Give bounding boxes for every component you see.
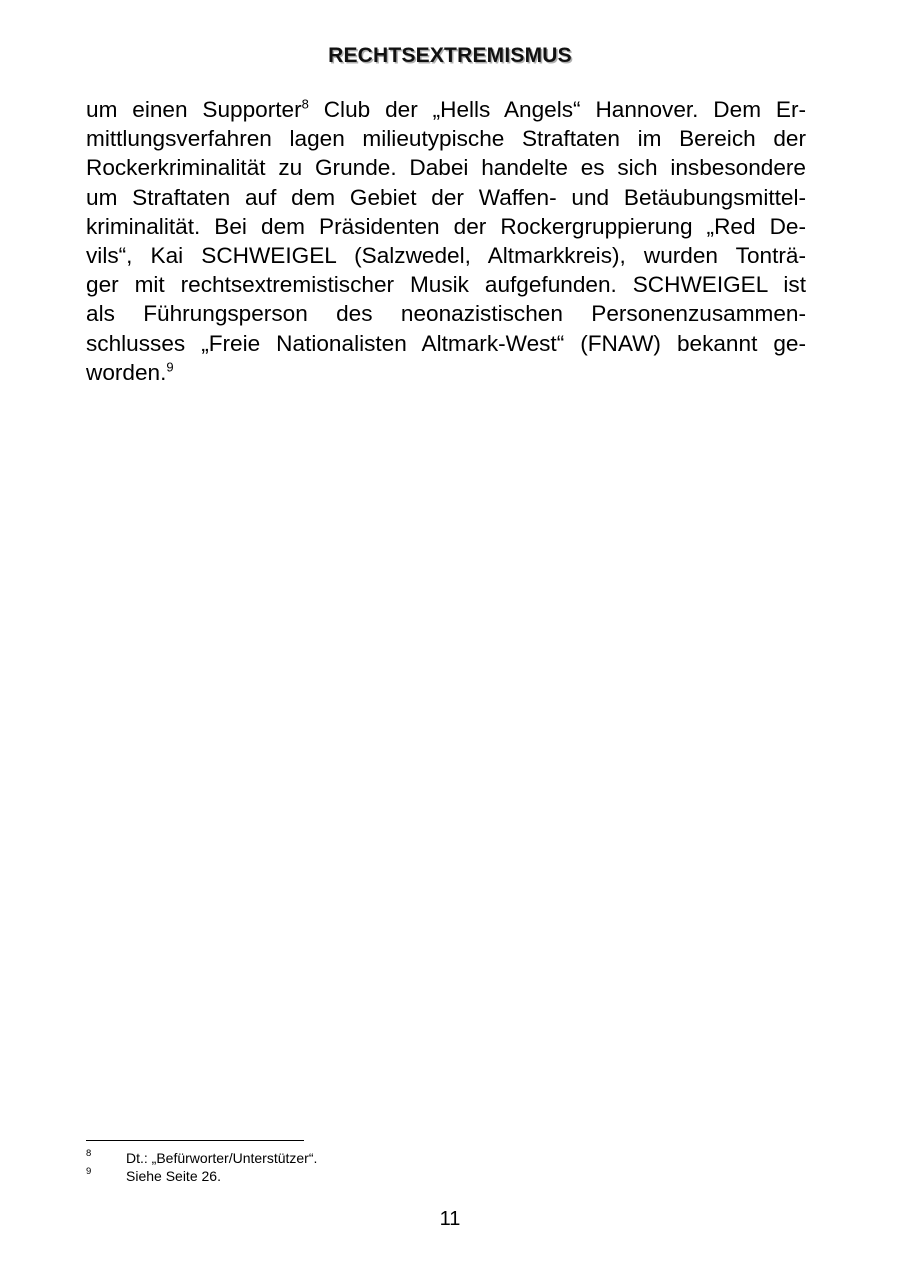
page-header-title: RECHTSEXTREMISMUS [328,44,572,67]
paragraph-line: kriminalität. Bei dem Präsidenten der Rockergruppierung „Red De- [86,213,806,239]
paragraph-line: Rockerkriminalität zu Grunde. Dabei handelte es sich insbesondere [86,155,806,181]
line-text: um einen Supporter [86,97,302,122]
body-paragraph [86,95,806,387]
footnote-number: 8 [86,1148,92,1159]
paragraph-line: vils“, Kai SCHWEIGEL (Salzwedel, Altmarkkreis), wurden Tonträ- [86,243,806,269]
footnote-reference: 8 [301,96,309,112]
paragraph-line: ger mit rechtsextremistischer Musik aufgefunden. SCHWEIGEL ist [86,272,806,298]
paragraph-line: schlusses „Freie Nationalisten Altmark-West“ (FNAW) bekannt ge- [86,330,806,356]
footnotes [86,1149,806,1185]
page-number: 11 [439,1208,461,1230]
footnote-reference: 9 [166,359,174,375]
line-text: worden. [86,359,167,385]
footnote-text: Siehe Seite 26. [126,1168,221,1184]
paragraph-line [86,95,806,124]
footnote-text: Dt.: „Befürworter/Unterstützer“. [126,1150,318,1166]
paragraph-line [86,358,806,387]
paragraph-line: um Straftaten auf dem Gebiet der Waffen- und Betäubungsmittel- [86,184,806,210]
line-text: Club der „Hells Angels“ Hannover. Dem Er- [308,97,807,122]
footnote-separator [86,1140,304,1141]
footnote-item [86,1167,806,1185]
footnote-number: 9 [86,1166,92,1177]
footnote-item [86,1149,806,1167]
paragraph-line: mittlungsverfahren lagen milieutypische Straftaten im Bereich der [86,126,806,152]
paragraph-line: als Führungsperson des neonazistischen Personenzusammen- [86,301,806,327]
